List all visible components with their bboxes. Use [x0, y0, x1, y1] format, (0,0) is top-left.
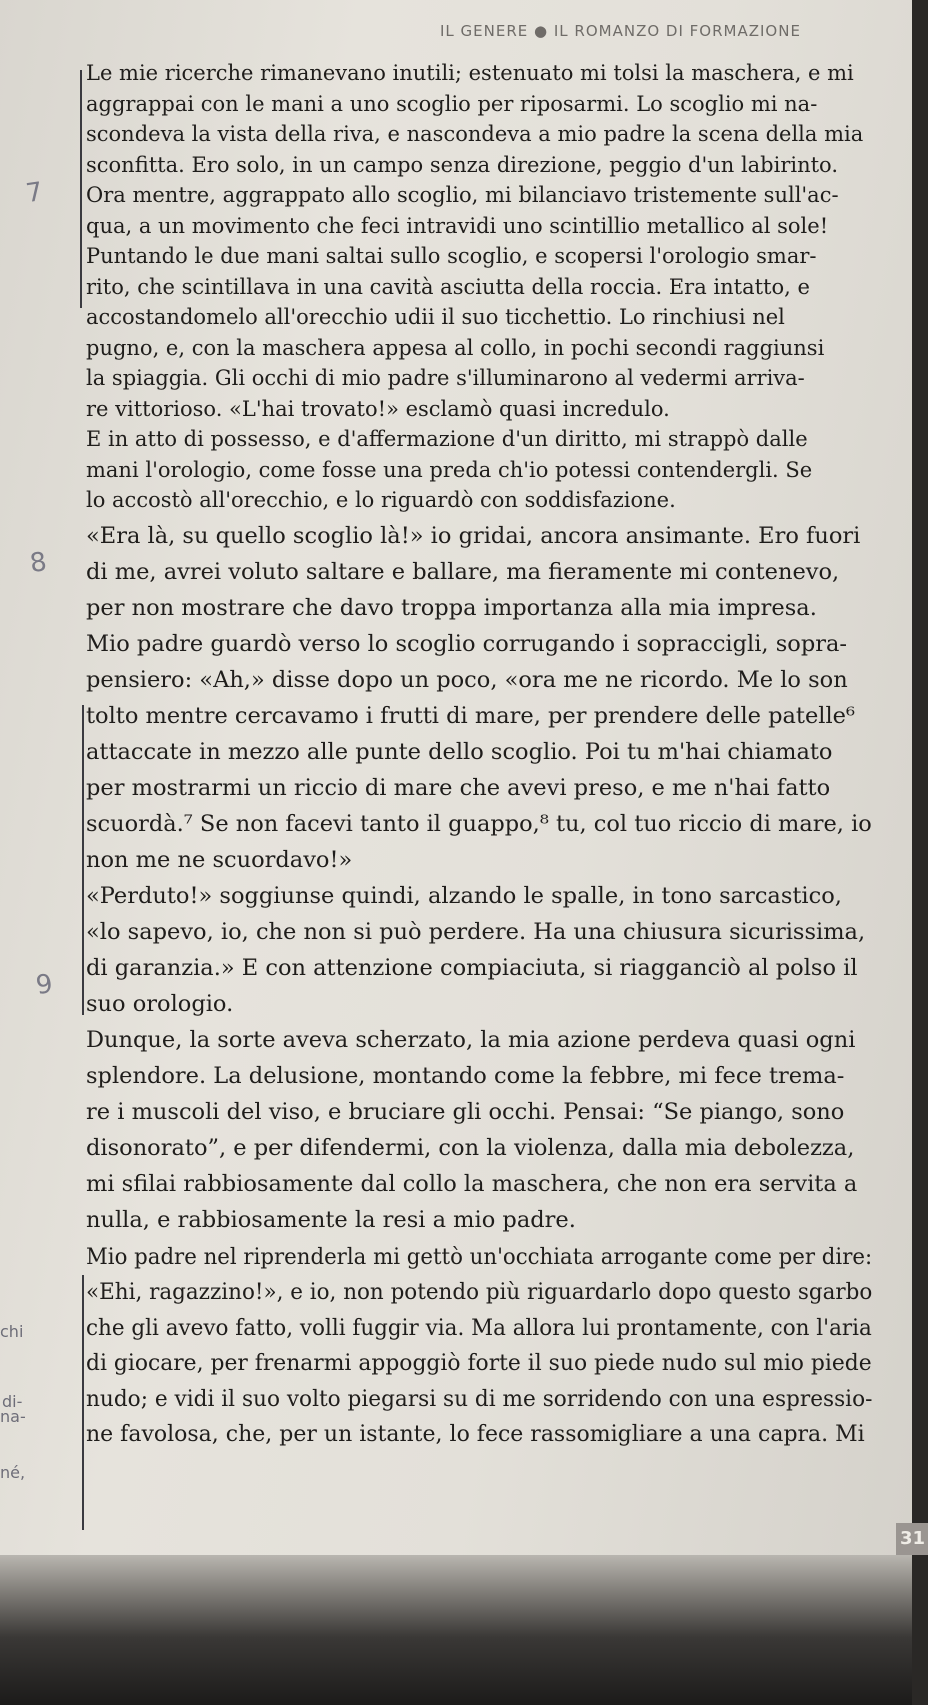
side-note-na: na- [0, 1407, 26, 1426]
paragraph-3 [86, 1240, 872, 1453]
text-line: «lo sapevo, io, che non si può perdere. Ha una chiusura sicurissima, [86, 918, 866, 945]
side-note-chi: chi [0, 1322, 24, 1341]
margin-mark-7: 7 [23, 176, 45, 210]
text-line: attaccate in mezzo alle punte dello scoglio. Poi tu m'hai chiamato [86, 738, 833, 765]
text-line: Mio padre guardò verso lo scoglio corrugando i sopraccigli, sopra- [86, 630, 847, 657]
paragraph-1 [86, 58, 872, 516]
text-line: re vittorioso. «L'hai trovato!» esclamò quasi incredulo. [86, 396, 670, 421]
side-note-ne: né, [0, 1463, 26, 1482]
text-line: ne favolosa, che, per un istante, lo fece rassomigliare a una capra. Mi [86, 1422, 865, 1447]
body-text [86, 58, 872, 1453]
text-line: splendore. La delusione, montando come la febbre, mi fece trema- [86, 1062, 845, 1089]
text-line: Ora mentre, aggrappato allo scoglio, mi bilanciavo tristemente sull'ac- [86, 183, 839, 207]
paragraph-2 [86, 518, 872, 1238]
text-line: per mostrarmi un riccio di mare che avevi preso, e me n'hai fatto [86, 774, 831, 801]
text-line: Dunque, la sorte aveva scherzato, la mia azione perdeva quasi ogni [86, 1026, 856, 1053]
margin-bracket [80, 70, 82, 308]
text-line: re i muscoli del viso, e bruciare gli occhi. Pensai: “Se piango, sono [86, 1098, 845, 1125]
margin-bracket [82, 705, 84, 1015]
text-line: «Era là, su quello scoglio là!» io gridai, ancora ansimante. Ero fuori [86, 522, 861, 549]
text-line: non me ne scuordavo!» [86, 846, 353, 873]
text-line: qua, a un movimento che feci intravidi uno scintillio metallico al sole! [86, 213, 829, 238]
text-line: Le mie ricerche rimanevano inutili; estenuato mi tolsi la maschera, e mi [86, 61, 854, 85]
text-line: per non mostrare che davo troppa importanza alla mia impresa. [86, 594, 817, 621]
text-line: scondeva la vista della riva, e nascondeva a mio padre la scena della mia [86, 122, 864, 146]
page-number: 31 [896, 1523, 928, 1555]
text-line: pensiero: «Ah,» disse dopo un poco, «ora me ne ricordo. Me lo son [86, 666, 848, 693]
text-line: scuordà.⁷ Se non facevi tanto il guappo,⁸ tu, col tuo riccio di mare, io [86, 810, 872, 837]
page-bottom-shadow [0, 1555, 912, 1705]
text-line: pugno, e, con la maschera appesa al collo, in pochi secondi raggiunsi [86, 335, 825, 360]
margin-mark-8: 8 [27, 546, 49, 580]
text-line: rito, che scintillava in una cavità asciutta della roccia. Era intatto, e [86, 274, 810, 299]
text-line: disonorato”, e per difendermi, con la violenza, dalla mia debolezza, [86, 1134, 855, 1161]
text-line: la spiaggia. Gli occhi di mio padre s'illuminarono al vedermi arriva- [86, 366, 805, 390]
side-note-di: di- [2, 1392, 23, 1411]
text-line: mi sfilai rabbiosamente dal collo la maschera, che non era servita a [86, 1170, 858, 1197]
text-line: tolto mentre cercavamo i frutti di mare, per prendere delle patelle⁶ [86, 702, 856, 729]
text-line: Mio padre nel riprenderla mi gettò un'occhiata arrogante come per dire: [86, 1244, 873, 1270]
text-line: suo orologio. [86, 990, 234, 1017]
text-line: sconfitta. Ero solo, in un campo senza direzione, peggio d'un labirinto. [86, 152, 839, 177]
text-line: mani l'orologio, come fosse una preda ch'io potessi contendergli. Se [86, 457, 813, 482]
text-line: nudo; e vidi il suo volto piegarsi su di me sorridendo con una espressio- [86, 1386, 873, 1412]
text-line: che gli avevo fatto, volli fuggir via. Ma allora lui prontamente, con l'aria [86, 1315, 872, 1341]
text-line: di garanzia.» E con attenzione compiaciuta, si riagganciò al polso il [86, 954, 858, 981]
text-line: aggrappai con le mani a uno scoglio per riposarmi. Lo scoglio mi na- [86, 91, 818, 116]
text-line: di me, avrei voluto saltare e ballare, ma fieramente mi contenevo, [86, 558, 840, 585]
text-line: accostandomelo all'orecchio udii il suo ticchettio. Lo rinchiusi nel [86, 305, 785, 329]
text-line: lo accostò all'orecchio, e lo riguardò con soddisfazione. [86, 488, 676, 512]
text-line: «Perduto!» soggiunse quindi, alzando le spalle, in tono sarcastico, [86, 882, 842, 909]
text-line: di giocare, per frenarmi appoggiò forte il suo piede nudo sul mio piede [86, 1351, 872, 1376]
running-head: IL GENERE ● IL ROMANZO DI FORMAZIONE [440, 22, 801, 40]
margin-mark-9: 9 [33, 968, 55, 1002]
margin-bracket [82, 1275, 84, 1530]
text-line: Puntando le due mani saltai sullo scoglio, e scopersi l'orologio smar- [86, 244, 817, 268]
text-line: E in atto di possesso, e d'affermazione d'un diritto, mi strappò dalle [86, 427, 808, 451]
text-line: nulla, e rabbiosamente la resi a mio padre. [86, 1206, 576, 1233]
text-line: «Ehi, ragazzino!», e io, non potendo più riguardarlo dopo questo sgarbo [86, 1280, 873, 1305]
